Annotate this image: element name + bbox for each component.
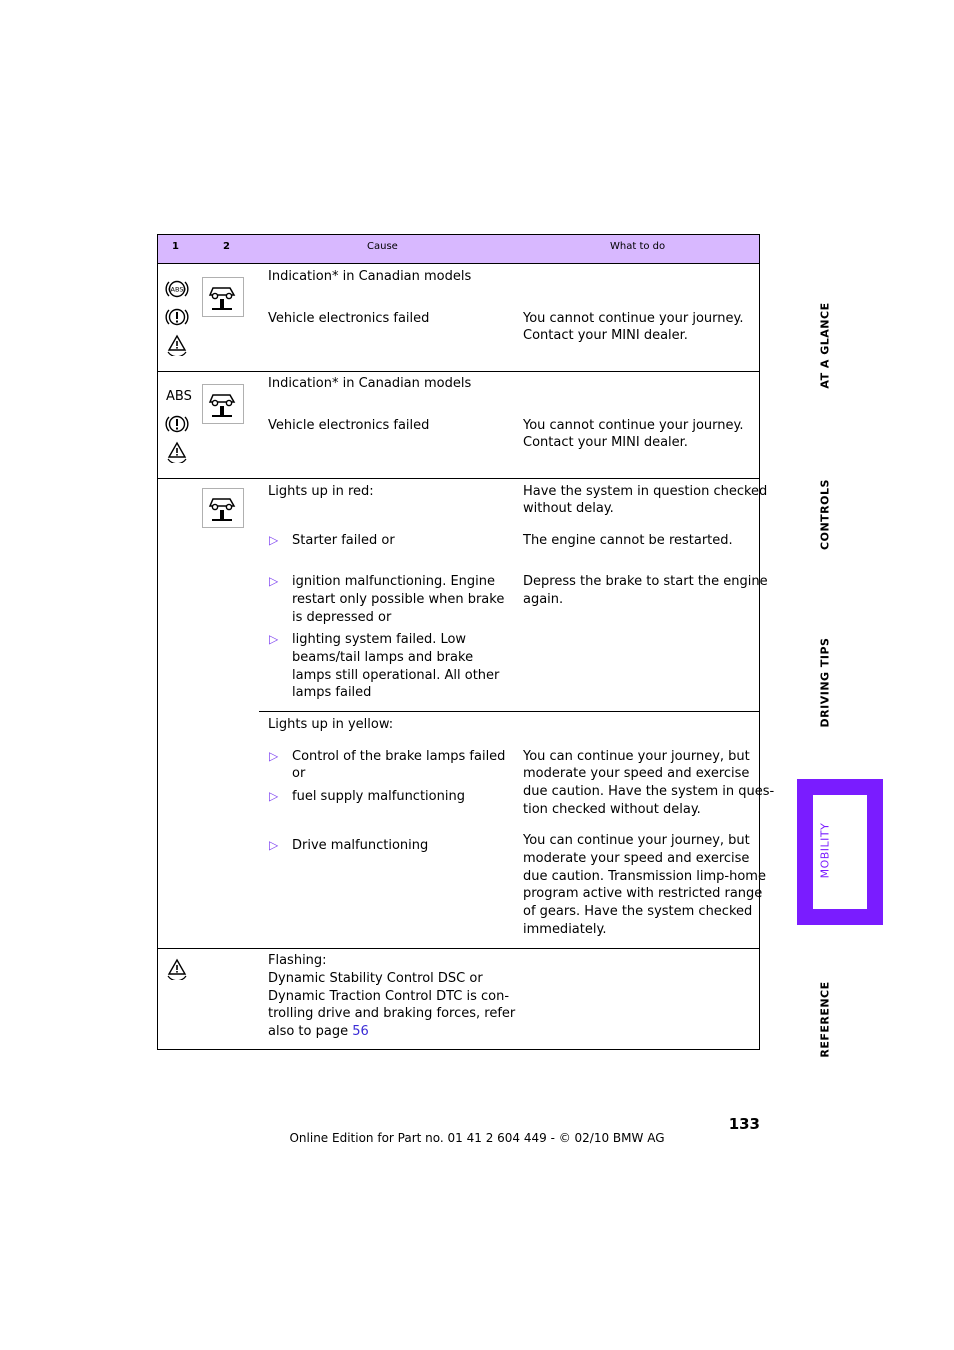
row1-action-2: Contact your MINI dealer. [523,328,688,343]
vehicle-lamp-box [202,384,244,424]
item3-text-3: lamps still operational. All other [292,668,500,683]
bullet-arrow-icon: ▷ [269,632,279,646]
side-tab-driving-tips[interactable]: DRIVING TIPS [818,637,832,728]
item4-action-4: tion checked without delay. [523,802,701,817]
item3-text-2: beams/tail lamps and brake [292,650,474,665]
page-56-link[interactable]: 56 [352,1024,369,1039]
cause-header: Cause [367,241,398,252]
item6-action-2: moderate your speed and exercise [523,851,750,866]
item6-action-5: of gears. Have the system checked [523,904,753,919]
mobility-tab-highlight[interactable] [797,779,883,925]
item2-text-3: is depressed or [292,610,392,625]
item6-action-4: program active with restricted range [523,886,763,901]
item6-action-6: immediately. [523,922,607,937]
page-number: 133 [728,1115,760,1133]
item3-text-1: lighting system failed. Low [292,632,467,647]
warning-lamp-table [157,234,775,1050]
row4-line-4: trolling drive and braking forces, refer [268,1006,516,1021]
row-divider [158,948,759,949]
row4-line-3: Dynamic Traction Control DTC is con- [268,989,510,1004]
dsc-triangle-icon [165,956,189,980]
item4-text-2: or [292,766,306,781]
bullet-arrow-icon: ▷ [269,533,279,547]
bullet-arrow-icon: ▷ [269,574,279,588]
abs-icon-text: (ABS) [168,285,186,294]
col2-header: 2 [223,241,230,252]
vehicle-lamp-box [202,277,244,317]
item1-action: The engine cannot be restarted. [523,533,733,548]
dsc-triangle-icon [165,332,189,356]
item4-text-1: Control of the brake lamps failed [292,749,506,764]
bullet-arrow-icon: ▷ [269,789,279,803]
item6-text: Drive malfunctioning [292,838,429,853]
side-tab-controls[interactable]: CONTROLS [818,479,832,550]
row4-line-1: Flashing: [268,953,327,968]
car-lift-icon [203,385,243,423]
dsc-triangle-icon [165,439,189,463]
row4-page-prefix: also to page [268,1024,353,1039]
item4-action-2: moderate your speed and exercise [523,766,750,781]
row1-cause: Vehicle electronics failed [268,311,430,326]
side-tab-reference[interactable]: REFERENCE [818,981,832,1058]
item6-action-1: You can continue your journey, but [523,833,750,848]
item2-action-1: Depress the brake to start the engine [523,574,768,589]
car-lift-icon [203,489,243,527]
car-lift-icon [203,278,243,316]
side-tab-mobility[interactable]: MOBILITY [818,822,832,879]
bullet-arrow-icon: ▷ [269,838,279,852]
row-divider [158,371,759,372]
item2-action-2: again. [523,592,564,607]
row4-line-2: Dynamic Stability Control DSC or [268,971,483,986]
brake-exclamation-icon [165,305,189,329]
table-header [158,235,759,264]
vehicle-lamp-box [202,488,244,528]
col1-header: 1 [172,241,179,252]
red-heading: Lights up in red: [268,484,374,499]
what-to-do-header: What to do [610,241,666,252]
bullet-arrow-icon: ▷ [269,749,279,763]
item5-text: fuel supply malfunctioning [292,789,465,804]
item4-action-1: You can continue your journey, but [523,749,750,764]
row2-action-2: Contact your MINI dealer. [523,435,688,450]
item2-text-1: ignition malfunctioning. Engine [292,574,496,589]
red-action-2: without delay. [523,501,614,516]
row-divider [158,478,759,479]
item2-text-2: restart only possible when brake [292,592,505,607]
yellow-heading: Lights up in yellow: [268,717,394,732]
item3-text-4: lamps failed [292,685,372,700]
item1-text: Starter failed or [292,533,395,548]
row4-line-5 [268,1023,369,1041]
sub-row-divider [259,711,759,712]
abs-text-label: ABS [166,389,192,404]
red-action-1: Have the system in question checked [523,484,768,499]
row2-action-1: You cannot continue your journey. [523,418,744,433]
edition-footer: Online Edition for Part no. 01 41 2 604 449 - © 02/10 BMW AG [289,1131,665,1145]
item6-action-3: due caution. Transmission limp-home [523,869,766,884]
row2-cause: Vehicle electronics failed [268,418,430,433]
abs-warning-icon [165,277,189,301]
brake-exclamation-icon [165,412,189,436]
item4-action-3: due caution. Have the system in ques- [523,784,775,799]
row2-indication: Indication* in Canadian models [268,376,472,391]
row1-indication: Indication* in Canadian models [268,269,472,284]
row1-action-1: You cannot continue your journey. [523,311,744,326]
side-tab-at-a-glance[interactable]: AT A GLANCE [818,302,832,389]
